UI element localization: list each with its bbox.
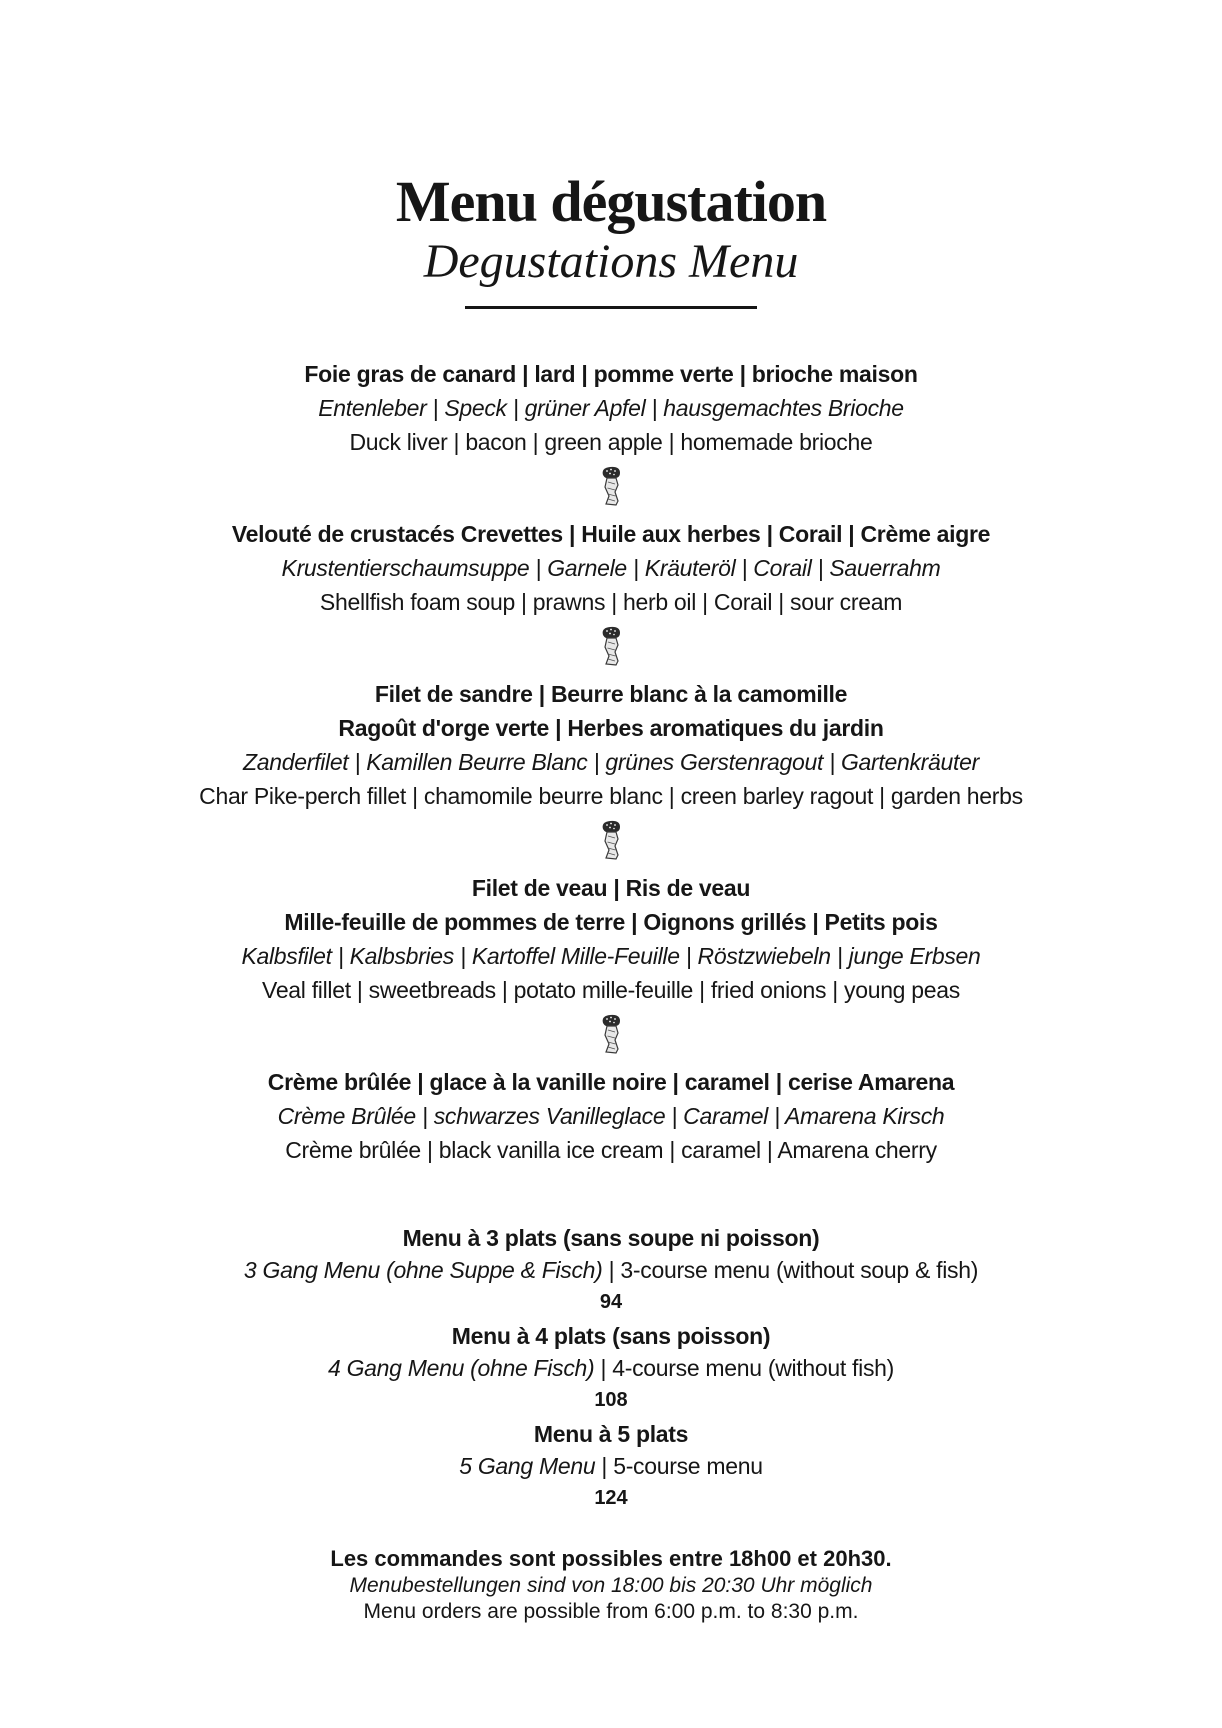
ordering-hours-en: Menu orders are possible from 6:00 p.m. to 8:30 p.m. xyxy=(363,1600,859,1623)
course-foie-gras xyxy=(0,357,1222,459)
menu-option-subtitle-separator: | xyxy=(594,1355,613,1381)
menu-option-3-course xyxy=(0,1221,1222,1317)
course-en-line: Veal fillet | sweetbreads | potato mille-feuille | fried onions | young peas xyxy=(262,977,960,1003)
section-divider-ornament-icon xyxy=(0,625,1222,669)
menu-header xyxy=(0,0,1222,309)
menu-option-subtitle-en: 3-course menu (without soup & fish) xyxy=(620,1257,979,1283)
menu-option-subtitle-separator: | xyxy=(595,1453,614,1479)
course-en-line: Char Pike-perch fillet | chamomile beurre blanc | creen barley ragout | garden herbs xyxy=(199,783,1023,809)
menu-option-title: Menu à 4 plats (sans poisson) xyxy=(451,1323,771,1349)
menu-option-price: 94 xyxy=(599,1291,623,1313)
course-fr-line: Foie gras de canard | lard | pomme verte | brioche maison xyxy=(304,361,918,387)
course-fr-line-2: Ragoût d'orge verte | Herbes aromatiques du jardin xyxy=(338,715,884,741)
menu-option-subtitle-en: 5-course menu xyxy=(613,1453,763,1479)
menu-option-subtitle xyxy=(0,1255,1222,1285)
menu-option-title: Menu à 5 plats xyxy=(533,1421,689,1447)
course-fr-line: Filet de veau | Ris de veau xyxy=(471,875,751,901)
course-veau xyxy=(0,871,1222,1007)
menu-option-4-course xyxy=(0,1319,1222,1415)
course-fr-line: Filet de sandre | Beurre blanc à la camomille xyxy=(374,681,848,707)
course-de-line: Zanderfilet | Kamillen Beurre Blanc | grünes Gerstenragout | Gartenkräuter xyxy=(243,749,979,775)
menu-option-subtitle-en: 4-course menu (without fish) xyxy=(612,1355,895,1381)
ordering-hours-fr: Les commandes sont possibles entre 18h00 et 20h30. xyxy=(330,1546,892,1571)
ordering-hours-de: Menubestellungen sind von 18:00 bis 20:30 Uhr möglich xyxy=(349,1574,873,1597)
course-veloute xyxy=(0,517,1222,619)
course-de-line: Krustentierschaumsuppe | Garnele | Kräuteröl | Corail | Sauerrahm xyxy=(281,555,941,581)
course-creme-brulee xyxy=(0,1065,1222,1167)
course-list xyxy=(0,357,1222,1167)
course-de-line: Crème Brûlée | schwarzes Vanilleglace | Caramel | Amarena Kirsch xyxy=(277,1103,945,1129)
page-title: Menu dégustation xyxy=(395,169,827,234)
page-subtitle: Degustations Menu xyxy=(423,235,799,288)
menu-option-5-course xyxy=(0,1417,1222,1513)
course-sandre xyxy=(0,677,1222,813)
menu-price-options xyxy=(0,1221,1222,1513)
menu-option-price: 108 xyxy=(594,1389,628,1411)
menu-option-subtitle-separator: | xyxy=(602,1257,621,1283)
course-fr-line: Velouté de crustacés Crevettes | Huile aux herbes | Corail | Crème aigre xyxy=(231,521,991,547)
menu-option-subtitle-de: 3 Gang Menu (ohne Suppe & Fisch) xyxy=(243,1257,603,1283)
course-en-line: Duck liver | bacon | green apple | homemade brioche xyxy=(349,429,873,455)
course-fr-line-2: Mille-feuille de pommes de terre | Oignons grillés | Petits pois xyxy=(284,909,938,935)
menu-option-title: Menu à 3 plats (sans soupe ni poisson) xyxy=(402,1225,820,1251)
menu-option-subtitle xyxy=(0,1353,1222,1383)
section-divider-ornament-icon xyxy=(0,819,1222,863)
course-en-line: Shellfish foam soup | prawns | herb oil | Corail | sour cream xyxy=(319,589,903,615)
ordering-hours-note xyxy=(0,1545,1222,1625)
title-underline xyxy=(465,306,757,309)
course-de-line: Kalbsfilet | Kalbsbries | Kartoffel Mille-Feuille | Röstzwiebeln | junge Erbsen xyxy=(241,943,981,969)
course-en-line: Crème brûlée | black vanilla ice cream | caramel | Amarena cherry xyxy=(285,1137,937,1163)
menu-option-subtitle xyxy=(0,1451,1222,1481)
section-divider-ornament-icon xyxy=(0,1013,1222,1057)
menu-option-subtitle-de: 4 Gang Menu (ohne Fisch) xyxy=(327,1355,595,1381)
course-de-line: Entenleber | Speck | grüner Apfel | hausgemachtes Brioche xyxy=(318,395,904,421)
menu-option-price: 124 xyxy=(594,1487,628,1509)
course-fr-line: Crème brûlée | glace à la vanille noire | caramel | cerise Amarena xyxy=(267,1069,955,1095)
menu-option-subtitle-de: 5 Gang Menu xyxy=(459,1453,596,1479)
section-divider-ornament-icon xyxy=(0,465,1222,509)
